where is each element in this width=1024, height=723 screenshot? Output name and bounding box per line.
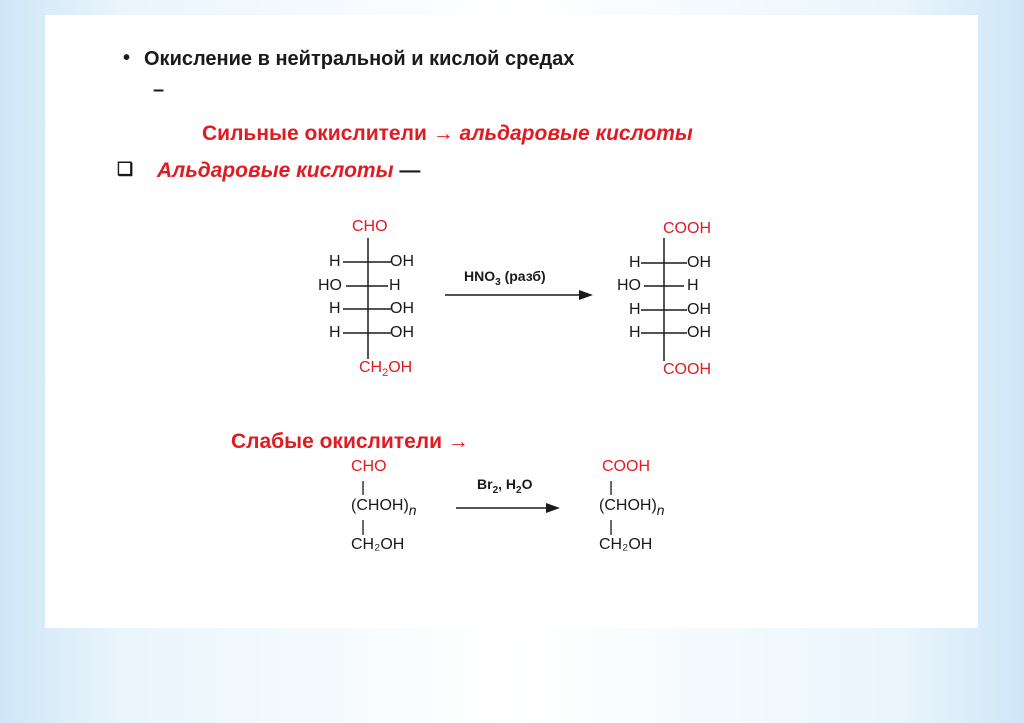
glucose-row2-left: HO: [318, 277, 342, 294]
weak-arrow-symbol: →: [447, 430, 469, 453]
aldaric-row1-right: OH: [687, 254, 711, 271]
reagent-br2-h2o: $Br_2$, $H_2O$: [477, 476, 533, 496]
aldaric-row4-right: OH: [687, 324, 711, 341]
bullet-dot: •: [123, 47, 131, 69]
aldaric-row3-left: H: [629, 301, 641, 318]
r2-left-cho: CHO: [351, 458, 387, 475]
glucose-cho: CHO: [352, 218, 388, 235]
reaction2-arrow-head: [546, 503, 560, 513]
reaction1-arrow-head: [579, 290, 593, 300]
glucose-row2-right: H: [389, 277, 401, 294]
bullet-heading: Окисление в нейтральной и кислой средах: [144, 48, 575, 70]
r2-right-cooh: COOH: [602, 458, 650, 475]
r2-left-chohn: (CHOH)n: [351, 497, 417, 518]
r2-right-ch2oh: CH₂OH: [599, 536, 653, 553]
glucose-row4-left: H: [329, 324, 341, 341]
aldaric-bottom-cooh: COOH: [663, 361, 711, 378]
checkbox-bullet-icon: ❑: [117, 159, 134, 179]
r2-right-chohn: (CHOH)n: [599, 497, 665, 518]
arrow-symbol: →: [432, 122, 454, 145]
aldaric-row2-left: HO: [617, 277, 641, 294]
glucose-row3-left: H: [329, 300, 341, 317]
dash: –: [153, 79, 165, 101]
reaction1-lines: [45, 15, 978, 628]
aldaric-row3-right: OH: [687, 301, 711, 318]
glucose-ch2oh: $CH_2OH$: [359, 359, 413, 380]
glucose-row4-right: OH: [390, 324, 414, 341]
aldaric-acids-label: Альдаровые кислоты: [157, 159, 394, 182]
glucose-row1-left: H: [329, 253, 341, 270]
aldaric-top-cooh: COOH: [663, 220, 711, 237]
aldaric-acids-result: альдаровые кислоты: [459, 122, 693, 145]
r2-left-ch2oh: CH₂OH: [351, 536, 405, 553]
weak-oxidizers-line: [231, 430, 469, 454]
glucose-row1-right: OH: [390, 253, 414, 270]
aldaric-row4-left: H: [629, 324, 641, 341]
aldaric-row1-left: H: [629, 254, 641, 271]
strong-oxidizers-label: Сильные окислители: [202, 122, 427, 145]
reagent-hno3: $HNO_3$ (разб): [464, 268, 546, 288]
glucose-row3-right: OH: [390, 300, 414, 317]
aldaric-row2-right: H: [687, 277, 699, 294]
slide-content: [45, 15, 978, 628]
aldaric-dash: —: [399, 159, 421, 182]
weak-oxidizers-label: Слабые окислители: [231, 430, 442, 453]
